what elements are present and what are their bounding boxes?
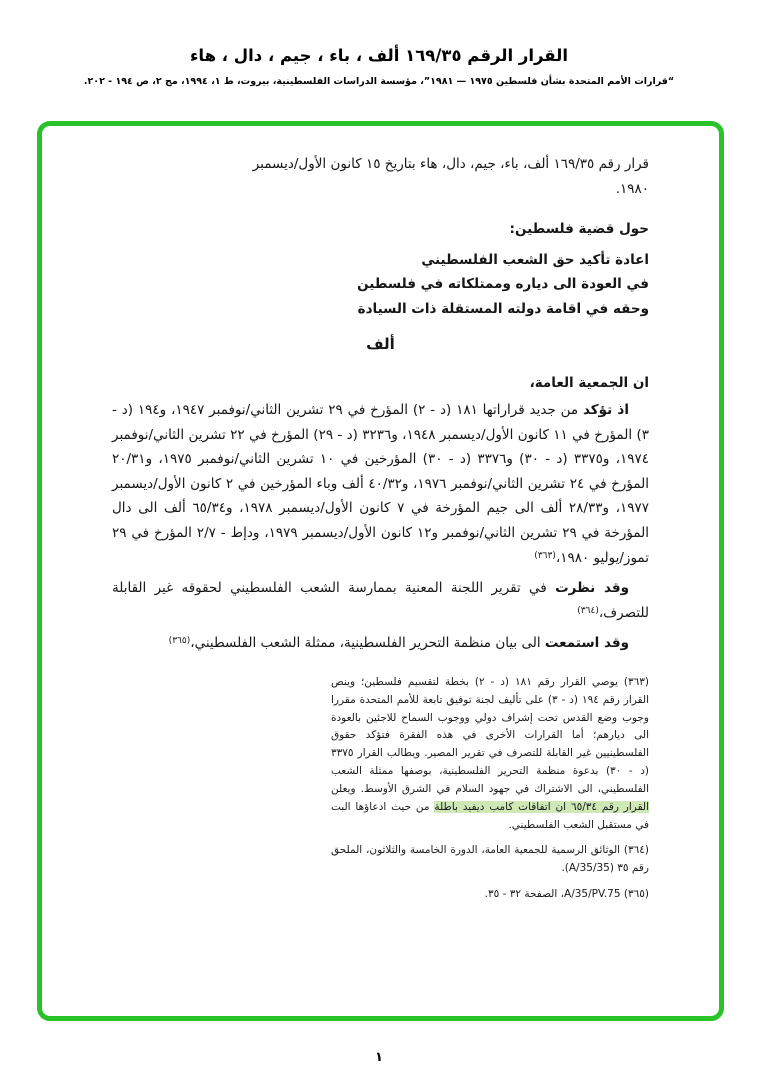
preamble-paragraph-recalling	[112, 398, 649, 570]
document-body	[42, 126, 719, 904]
highlighted-text: القرار رقم ٦٥/٣٤ ان اتفاقات كامب ديفيد باطلة	[434, 800, 649, 813]
footnote-number-365: (٣٦٥)	[623, 888, 649, 901]
subtitle-line-1: اعادة تأكيد حق الشعب الفلسطيني	[421, 251, 649, 268]
preamble-paragraph-heard	[112, 631, 649, 656]
footnote-365	[331, 886, 649, 904]
paragraph-lead: وقد نظرت	[555, 580, 629, 597]
paragraph-text: في تقرير اللجنة المعنية بممارسة الشعب الفلسطيني لحقوقه غير القابلة للتصرف،	[112, 580, 649, 621]
footnote-marker-365: (٣٦٥)	[168, 636, 191, 647]
subject-heading: حول قضية فلسطين:	[509, 221, 649, 238]
footnote-363	[331, 674, 649, 835]
footnotes-block	[331, 674, 649, 904]
paragraph-text: من جديد قراراتها ١٨١ (د - ٢) المؤرخ في ٢٩ تشرين الثاني/نوفمبر ١٩٤٧، و١٩٤ (د - ٣) المؤرخ في ١١ كانون الأول/ديسمبر ١٩٤٨، و٣٢٣٦ (د - ٢٩) المؤرخ في ٢٢ تشرين الثاني/نوفمبر ١٩٧٤، و٣٣٧٥ (د - ٣٠) و٣٣٧٦ (د - ٣٠) المؤرخين في ١٠ تشرين الثاني/نوفمبر ١٩٧٥، و٢٠/٣١ المؤرخ في ٢٤ تشرين الثاني/نوفمبر ١٩٧٦، و٤٠/٣٢ ألف وباء المؤرخين في ٢ كانون الأول/ديسمبر ١٩٧٧، و٢٨/٣٣ ألف الى جيم المؤرخة في ٧ كانون الأول/ديسمبر ١٩٧٨، و٦٥/٣٤ ألف الى دال المؤرخة في ٢٩ تشرين الثاني/نوفمبر و١٢ كانون الأول/ديسمبر ١٩٧٩، ودإط - ٢/٧ المؤرخ في ٢٩ تموز/يوليو ١٩٨٠،	[112, 402, 650, 566]
paragraph-text: الى بيان منظمة التحرير الفلسطينية، ممثلة الشعب الفلسطيني،	[190, 635, 545, 652]
footnote-marker-363: (٣٦٣)	[534, 550, 556, 561]
preamble-paragraph-considered	[112, 576, 649, 625]
section-letter-alif: ألف	[366, 335, 395, 354]
footnote-text: من حيث ادعاؤها البت في مستقبل الشعب الفلسطيني.	[331, 800, 649, 831]
document-title: القرار الرقم ١٦٩/٣٥ ألف ، باء ، جيم ، دال ، هاء	[189, 46, 569, 65]
footnote-text: الوثائق الرسمية للجمعية العامة، الدورة الخامسة والثلاثون، الملحق رقم ٣٥ (A/35/35).	[331, 844, 649, 875]
subtitle-line-3: وحقه في اقامة دولته المستقلة ذات السيادة	[357, 300, 649, 317]
footnote-text: يوصي القرار رقم ١٨١ (د - ٢) بخطة لتقسيم فلسطين؛ وينص القرار رقم ١٩٤ (د - ٣) على تأليف لجنة توفيق تابعة للأمم المتحدة مقررا وجوب وضع القدس تحت إشراف دولي ووجوب السماح للاجئين بالعودة الى ديارهم؛ أما القرارات الأخرى في هذه الفقرة فتؤكد حقوق الفلسطينيين غير القابلة للتصرف في تقرير المصير. ويطالب القرار ٣٣٧٥ (د - ٣٠) بدعوة منظمة التحرير الفلسطينية، بوصفها ممثلة الشعب الفلسطيني، الى الاشتراك في جهود السلام في الشرق الأوسط. ويعلن	[331, 675, 649, 795]
document-header	[0, 46, 758, 87]
assembly-punctuation: ،	[529, 374, 535, 391]
paragraph-lead: اذ تؤكد	[583, 402, 629, 419]
footnote-364	[331, 842, 649, 878]
footnote-number-363: (٣٦٣)	[623, 675, 650, 688]
footnote-marker-364: (٣٦٤)	[577, 605, 599, 616]
preamble-opening	[112, 371, 649, 396]
source-citation: “قرارات الأمم المتحدة بشأن فلسطين ١٩٧٥ — ١٩٨١”، مؤسسة الدراسات الفلسطينية، بيروت، ط ١، ١٩٩٤، مج ٢، ص ١٩٤ - ٢٠٢.	[83, 76, 675, 87]
assembly-name: ان الجمعية العامة	[534, 374, 649, 391]
green-annotation-frame	[37, 121, 724, 1021]
page-number: ١	[375, 1050, 383, 1065]
paragraph-lead: وقد استمعت	[544, 635, 629, 652]
resolution-subtitle	[112, 248, 649, 322]
footnote-number-364: (٣٦٤)	[623, 844, 649, 857]
resolution-heading: قرار رقم ١٦٩/٣٥ ألف، باء، جيم، دال، هاء بتاريخ ١٥ كانون الأول/ديسمبر ١٩٨٠.	[252, 156, 649, 197]
subtitle-line-2: في العودة الى دياره وممتلكاته في فلسطين	[357, 276, 649, 293]
footnote-text: A/35/PV.75، الصفحة ٣٢ - ٣٥.	[484, 888, 624, 901]
